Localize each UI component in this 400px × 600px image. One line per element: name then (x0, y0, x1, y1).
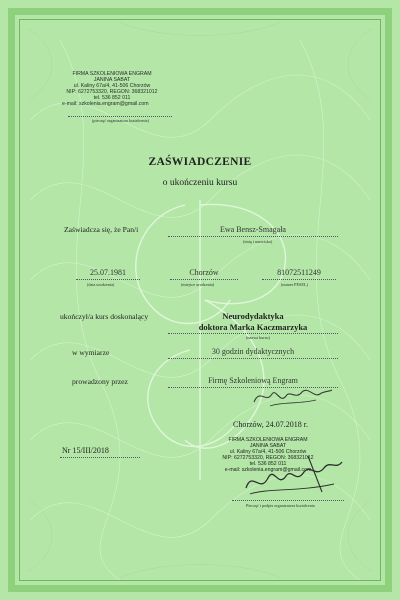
name-caption: (imię i nazwisko) (243, 239, 273, 244)
signature-top (250, 382, 335, 410)
stamp-line: ul. Kaliny 67a/4, 41-506 Chorzów (73, 83, 151, 89)
birth-date-dotted-line (76, 279, 140, 280)
number-dotted-line (60, 457, 140, 458)
signature-bottom (238, 448, 353, 500)
course-label: ukończył/a kurs doskonalący (60, 312, 149, 321)
attest-label: Zaświadcza się, że Pan/i (64, 225, 139, 234)
birth-place-dotted-line (170, 279, 238, 280)
place-and-date: Chorzów, 24.07.2018 r. (233, 420, 309, 429)
stamp-line: JANINA SABAT (93, 77, 131, 83)
birth-place-caption: (miejsce urodzenia) (181, 282, 215, 287)
stamp-line: ul. Kaliny 67a/4, 41-506 Chorzów (229, 449, 307, 455)
course-name-line1: Neurodydaktyka (222, 311, 284, 321)
stamp-line: NIP: 6272753320, REGON: 368321012 (222, 455, 314, 461)
signature-dotted-line (232, 500, 344, 501)
certificate-number: Nr 15/III/2018 (62, 446, 109, 455)
course-dotted-line (168, 333, 338, 334)
hours-dotted-line (168, 358, 338, 359)
issuer-stamp (62, 71, 162, 101)
stamp-line: FIRMA SZKOLENIOWA ENGRAM (72, 71, 152, 77)
stamp-line: e-mail: szkolenia.engram@gmail.com (62, 101, 149, 107)
birth-date-caption: (data urodzenia) (87, 282, 115, 287)
course-name-line2: doktora Marka Kaczmarzyka (198, 322, 308, 332)
birth-date: 25.07.1981 (90, 268, 126, 277)
stamp-line: NIP: 6272753320, REGON: 368321012 (66, 89, 158, 95)
signature-caption: Pieczęć i podpis organizatora kształcenia (246, 503, 315, 508)
stamp-line: JANINA SABAT (249, 443, 287, 449)
stamp-caption: (pieczęć organizatora kształcenia) (92, 118, 149, 123)
recipient-name: Ewa Bensz-Smagała (220, 225, 286, 234)
organizer-label: prowadzony przez (72, 377, 128, 386)
stamp-line: tel. 536 852 011 (249, 461, 287, 467)
hours-label: w wymiarze (72, 348, 110, 357)
pesel-number: 81072511249 (277, 268, 321, 277)
stamp-line: tel. 536 852 011 (93, 95, 131, 101)
stamp-line: e-mail: szkolenia.engram@gmail.com (224, 467, 312, 473)
course-hours: 30 godzin dydaktycznych (211, 347, 295, 356)
birth-place: Chorzów (189, 268, 219, 277)
pesel-caption: (numer PESEL) (281, 282, 308, 287)
pesel-dotted-line (262, 279, 336, 280)
name-dotted-line (168, 236, 338, 237)
certificate-subtitle: o ukończeniu kursu (162, 178, 238, 188)
stamp-dotted-line (68, 116, 172, 117)
certificate-title: ZAŚWIADCZENIE (148, 156, 252, 168)
course-organizer: Firmę Szkoleniową Engram (208, 376, 298, 385)
course-caption: (nazwa kursu) (246, 335, 270, 340)
stamp-line: FIRMA SZKOLENIOWA ENGRAM (228, 437, 308, 443)
